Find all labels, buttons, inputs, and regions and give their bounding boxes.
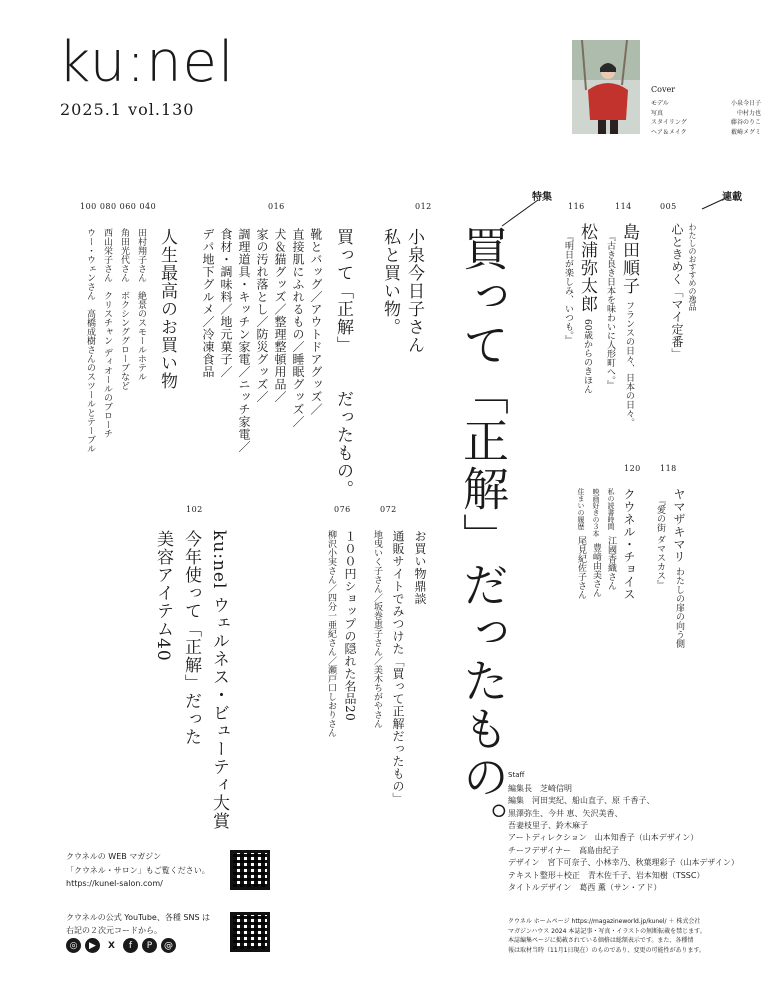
- feature-076-title: １００円ショップの隠れた名品20: [343, 530, 357, 722]
- feature-072-people: 地曳いく子さん／坂巻恵子さん／美木ちがやさん: [372, 530, 382, 728]
- page-number: 076: [334, 505, 351, 514]
- staff-line: 編集 河田実紀、船山直子、原 千香子、: [508, 796, 655, 806]
- staff-line: 黒澤弥生、今井 恵、矢沢美香、: [508, 808, 623, 818]
- series-120-item: [573, 488, 589, 599]
- series-120-title: クウネル・チョイス: [622, 488, 636, 601]
- page-number: 102: [186, 505, 203, 514]
- web-magazine-info: [66, 850, 226, 891]
- feature-big-title: 買って「正解」だったもの。: [456, 225, 510, 849]
- feature-012-title-1: 小泉今日子さん: [404, 228, 424, 354]
- series-116-name: 松浦弥太郎: [577, 223, 597, 313]
- series-120-item: [588, 488, 604, 597]
- feature-072-title: お買い物鼎談: [413, 530, 427, 605]
- credit-role: 写真: [651, 109, 664, 117]
- series-116: [578, 223, 595, 393]
- credit-role: ヘア＆メイク: [651, 128, 687, 136]
- feature-best-item: ウー・ウェンさん 高橋成樹さんのスツールとテーブル: [85, 228, 95, 453]
- series-118: [671, 488, 687, 648]
- feature-072-sub: 通販サイトでみつけた「買って正解だったもの」: [391, 530, 405, 805]
- cover-photo-image: [572, 40, 640, 134]
- page-number: 118: [660, 464, 677, 473]
- feature-102-title-1: ku:nel ウェルネス・ビューティ大賞: [209, 530, 229, 830]
- series-120-item: [603, 488, 619, 590]
- footer-note: [508, 917, 763, 955]
- staff-line: デザイン 宮下可奈子、小林幸乃、秋葉理彩子（山本デザイン）: [508, 858, 739, 868]
- feature-016-item: 犬＆猫グッズ／整理整頓用品／: [273, 228, 287, 403]
- staff-line: アートディレクション 山本知香子（山本デザイン）: [508, 833, 699, 843]
- web-url[interactable]: https://kunel-salon.com/: [66, 879, 163, 889]
- series-120-person: 豊﨑由美さん: [591, 543, 601, 597]
- credit-role: スタイリング: [651, 119, 687, 127]
- pinterest-icon[interactable]: P: [142, 938, 157, 953]
- credit-row: [651, 109, 761, 119]
- cover-photo: [572, 40, 640, 134]
- series-114-name: 島田順子: [619, 223, 639, 295]
- youtube-icon[interactable]: ▶: [85, 938, 100, 953]
- sns-line: クウネルの公式 YouTube、各種 SNS は: [66, 913, 211, 922]
- feature-best-item: 西山栄子さん クリスチャン ディオールのブローチ: [102, 228, 112, 438]
- footer-line: 本誌編集ページに掲載されている価格は総額表示です。また、各種情: [508, 937, 694, 945]
- feature-016-item: 直接肌にふれるもの／睡眠グッズ／: [291, 228, 305, 428]
- series-118-sub: わたしの扉の向う側: [674, 567, 684, 648]
- feature-016-item: 家の汚れ落とし／防災グッズ／: [255, 228, 269, 403]
- feature-016-item: 靴とバッグ／アウトドアグッズ／: [309, 228, 323, 416]
- series-120-person: 江國香織さん: [606, 536, 616, 590]
- feature-016-item: 食材・調味料／地元菓子／: [219, 228, 233, 378]
- sns-line: 右記の２次元コードから。: [66, 925, 162, 935]
- page-number: 116: [568, 202, 585, 211]
- feature-best-title: 人生最高のお買い物: [157, 228, 177, 390]
- page-number: 114: [615, 202, 632, 211]
- feature-012-title-2: 私と買い物。: [380, 228, 400, 336]
- sns-info: [66, 912, 226, 938]
- series-114-sub: フランスの日々、日本の日々。: [624, 301, 634, 427]
- feature-016-item: 調理道具・キッチン家電／ニッチ家電／: [237, 228, 251, 453]
- instagram-icon[interactable]: ◎: [66, 938, 81, 953]
- staff-line: テキスト整形＋校正 青木佐千子、岩本知樹（TSSC）: [508, 870, 705, 880]
- web-line: クウネルの WEB マガジン: [66, 852, 162, 861]
- series-120-label: 私の読書時間: [607, 488, 615, 530]
- series-120-label: 住まいの履歴: [577, 488, 585, 530]
- series-116-sub: 60歳からのきほん: [582, 319, 592, 394]
- feature-best-item: 角田光代さん ボクシンググローブなど: [119, 228, 129, 390]
- credit-row: [651, 118, 761, 128]
- x-icon[interactable]: X: [104, 938, 119, 953]
- credit-name: 薮崎メグミ: [730, 128, 761, 136]
- feature-076-people: 柳沢小実さん／四分一亜紀さん／瀬戸口しおりさん: [326, 530, 336, 737]
- sns-qr-code[interactable]: [230, 912, 270, 952]
- feature-tag-line: [500, 198, 540, 228]
- page-number: 120: [624, 464, 641, 473]
- series-120-label: 映画好きの３本: [592, 488, 600, 537]
- series-118-sub2: 『愛の街 ダマスカス』: [655, 496, 665, 589]
- staff-line: 吾妻枝里子、鈴木麻子: [508, 821, 588, 831]
- cover-credits: [651, 99, 761, 137]
- feature-016-title-2: だったもの。: [333, 390, 353, 498]
- cover-label: Cover: [651, 85, 676, 94]
- feature-102-title-2: 今年使って「正解」だった: [181, 530, 201, 746]
- series-116-sub2: 『明日が楽しみ、いつも。』: [563, 232, 573, 345]
- threads-icon[interactable]: @: [161, 938, 176, 953]
- series-118-name: ヤマザキマリ: [672, 488, 686, 563]
- feature-102-title-3: 美容アイテム40: [153, 530, 173, 662]
- web-qr-code[interactable]: [230, 850, 270, 890]
- footer-line: 報は取材当時（11月1日現在）のものであり、変更の可能性があります。: [508, 946, 705, 954]
- issue-number: 2025.1 vol.130: [60, 100, 195, 119]
- page-number: 016: [268, 202, 285, 211]
- feature-best-item: 田村翔子さん 絶景のスモールホテル: [136, 228, 146, 381]
- page-number: 012: [415, 202, 432, 211]
- credit-name: 藤谷のりこ: [730, 119, 761, 127]
- credit-name: 小泉今日子: [730, 100, 761, 107]
- web-line: 「クウネル・サロン」もご覧ください。: [66, 865, 210, 875]
- facebook-icon[interactable]: f: [123, 938, 138, 953]
- series-tag: 連載: [722, 192, 742, 203]
- credit-row: [651, 99, 761, 109]
- footer-line: クウネル ホームページ https://magazineworld.jp/kunel/ ＋ 株式会社: [508, 918, 701, 925]
- series-114: [620, 223, 637, 427]
- staff-block: [508, 770, 758, 894]
- feature-016-title-1: 買って「正解」: [333, 228, 353, 354]
- footer-line: マガジンハウス 2024 本誌記事・写真・イラストの無断転載を禁じます。: [508, 927, 706, 935]
- page-number: 072: [380, 505, 397, 514]
- credit-name: 中村力也: [736, 109, 761, 117]
- series-005-sub: わたしのおすすめの逸品: [688, 223, 697, 311]
- feature-tag: 特集: [532, 192, 552, 203]
- staff-line: タイトルデザイン 葛西 薫（サン・アド）: [508, 882, 662, 892]
- credit-role: モデル: [651, 100, 669, 107]
- series-005-title: 心ときめく「マイ定番」: [670, 223, 684, 361]
- series-tag-line: [700, 195, 730, 211]
- magazine-logo: ku:nel: [58, 30, 235, 95]
- feature-016-item: デパ地下グルメ／冷凍食品: [201, 228, 215, 378]
- staff-line: 編集長 芝崎信明: [508, 783, 572, 793]
- series-114-sub2: 『古き良き日本を味わいに人形町へ。』: [605, 232, 615, 390]
- page-number-list: 100 080 060 040: [80, 202, 157, 211]
- series-120-person: 尾見紀佐子さん: [576, 536, 586, 599]
- sns-icons: [66, 938, 176, 953]
- credit-row: [651, 128, 761, 138]
- page-number: 005: [660, 202, 677, 211]
- staff-line: チーフデザイナー 高島由紀子: [508, 845, 620, 855]
- staff-title: Staff: [508, 771, 525, 779]
